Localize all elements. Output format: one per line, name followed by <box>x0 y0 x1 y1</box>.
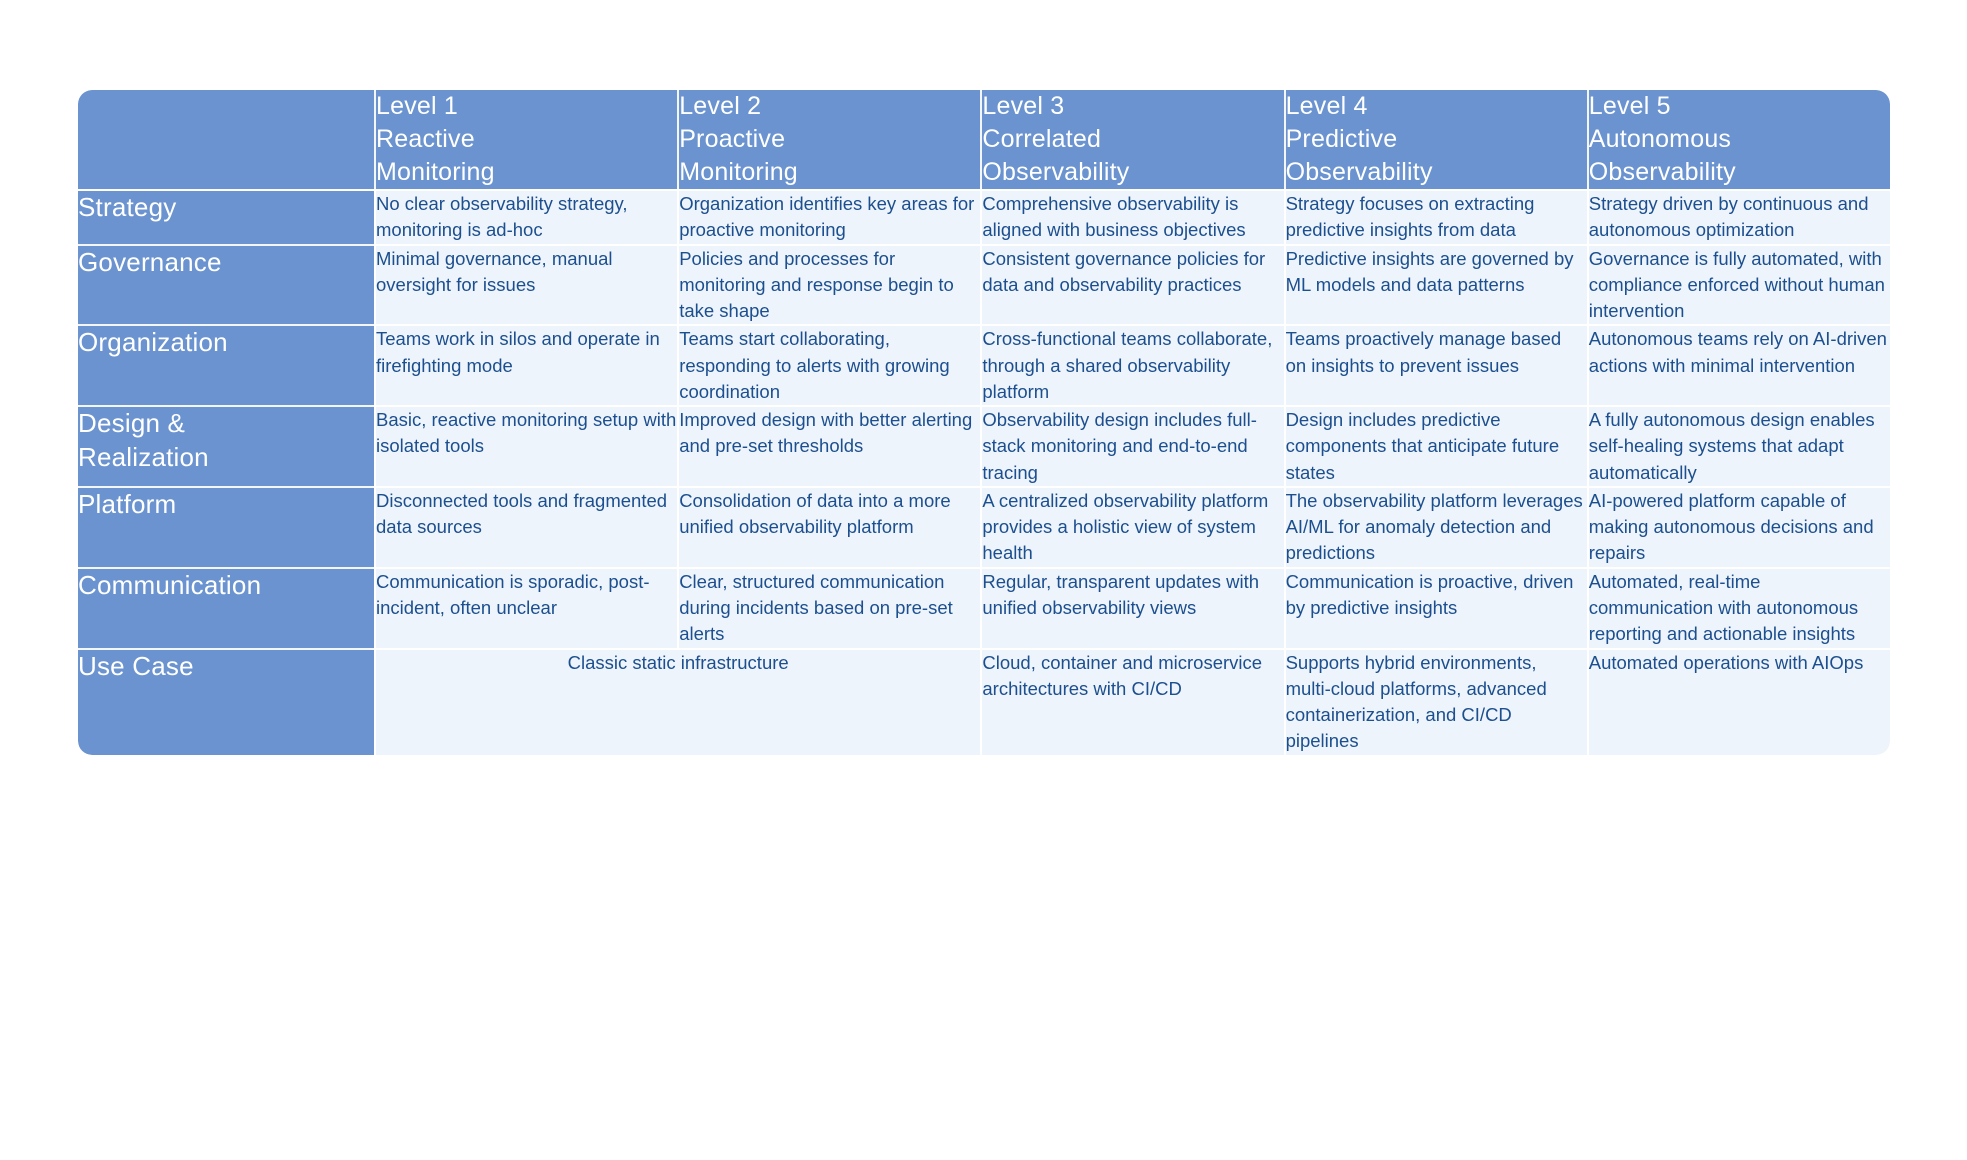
cell-text: No clear observability strategy, monitoring is ad-hoc <box>376 193 628 241</box>
column-header-level-1 <box>374 90 677 189</box>
cell-text: Supports hybrid environments, multi-cloud platforms, advanced containerization, and CI/CD pipelines <box>1285 651 1547 752</box>
cell-communication-level-4 <box>1284 567 1587 648</box>
cell-text: Consistent governance policies for data and observability practices <box>982 247 1266 295</box>
column-level-number: Level 1 <box>376 92 459 120</box>
cell-communication-level-5 <box>1587 567 1890 648</box>
cell-text: Basic, reactive monitoring setup with isolated tools <box>376 409 677 457</box>
cell-text: Policies and processes for monitoring and response begin to take shape <box>679 247 954 322</box>
cell-platform-level-5 <box>1587 486 1890 567</box>
cell-text: Clear, structured communication during incidents based on pre-set alerts <box>679 570 953 645</box>
row-label-organization: Organization <box>78 324 374 405</box>
cell-use-case-level-3 <box>980 648 1283 755</box>
cell-text: Teams proactively manage based on insights to prevent issues <box>1285 328 1562 376</box>
matrix-row-design-realization <box>78 405 1890 486</box>
column-level-number: Level 3 <box>982 92 1065 120</box>
cell-text: Comprehensive observability is aligned with business objectives <box>982 193 1246 241</box>
cell-communication-level-3 <box>980 567 1283 648</box>
cell-text: Organization identifies key areas for proactive monitoring <box>679 193 975 241</box>
column-level-name-line2: Monitoring <box>376 158 495 186</box>
matrix-row-strategy <box>78 189 1890 244</box>
maturity-matrix-wrapper <box>78 90 1890 755</box>
cell-text: Automated, real-time communication with autonomous reporting and actionable insights <box>1588 570 1859 645</box>
cell-strategy-level-3 <box>980 189 1283 244</box>
cell-text: Governance is fully automated, with compliance enforced without human intervention <box>1588 247 1885 322</box>
column-level-number: Level 4 <box>1285 92 1368 120</box>
cell-platform-level-3 <box>980 486 1283 567</box>
cell-text: AI-powered platform capable of making autonomous decisions and repairs <box>1588 489 1874 564</box>
row-label-use-case: Use Case <box>78 648 374 755</box>
matrix-row-use-case <box>78 648 1890 755</box>
column-header-level-4 <box>1284 90 1587 189</box>
cell-design-realization-level-1 <box>374 405 677 486</box>
cell-governance-level-2 <box>677 244 980 325</box>
cell-design-realization-level-4 <box>1284 405 1587 486</box>
matrix-row-governance <box>78 244 1890 325</box>
column-level-name-line2: Observability <box>1285 158 1433 186</box>
cell-governance-level-1 <box>374 244 677 325</box>
cell-text: Communication is proactive, driven by predictive insights <box>1285 570 1574 618</box>
column-level-name-line1: Reactive <box>376 125 475 153</box>
cell-use-case-level-4 <box>1284 648 1587 755</box>
column-level-name-line2: Observability <box>982 158 1130 186</box>
row-label-line2: Realization <box>78 441 209 472</box>
column-level-name-line2: Monitoring <box>679 158 798 186</box>
cell-text: Design includes predictive components that anticipate future states <box>1285 409 1560 483</box>
cell-organization-level-1 <box>374 324 677 405</box>
matrix-row-organization <box>78 324 1890 405</box>
cell-text: Cross-functional teams collaborate, through a shared observability platform <box>982 328 1273 402</box>
cell-design-realization-level-5 <box>1587 405 1890 486</box>
matrix-header-row <box>78 90 1890 189</box>
cell-design-realization-level-3 <box>980 405 1283 486</box>
cell-text: Improved design with better alerting and pre-set thresholds <box>679 409 973 457</box>
cell-text: Classic static infrastructure <box>567 651 789 673</box>
row-label-line1: Design & <box>78 408 186 439</box>
cell-strategy-level-4 <box>1284 189 1587 244</box>
observability-maturity-matrix <box>78 90 1890 755</box>
cell-text: Consolidation of data into a more unified observability platform <box>679 489 951 538</box>
column-level-name-line1: Proactive <box>679 125 786 153</box>
cell-organization-level-4 <box>1284 324 1587 405</box>
column-header-level-3 <box>980 90 1283 189</box>
cell-organization-level-2 <box>677 324 980 405</box>
cell-text: Regular, transparent updates with unified observability views <box>982 570 1260 618</box>
matrix-corner-cell <box>78 90 374 189</box>
row-label-governance: Governance <box>78 244 374 325</box>
column-header-level-5 <box>1587 90 1890 189</box>
cell-text: Strategy focuses on extracting predictive insights from data <box>1285 193 1535 241</box>
column-level-number: Level 5 <box>1588 92 1671 120</box>
cell-text: Disconnected tools and fragmented data sources <box>376 489 668 538</box>
cell-communication-level-2 <box>677 567 980 648</box>
cell-text: Autonomous teams rely on AI-driven actions with minimal intervention <box>1588 328 1887 376</box>
cell-text: Cloud, container and microservice architectures with CI/CD <box>982 651 1263 699</box>
column-level-name-line1: Predictive <box>1285 125 1398 153</box>
cell-text: A centralized observability platform provides a holistic view of system health <box>982 489 1269 564</box>
cell-design-realization-level-2 <box>677 405 980 486</box>
cell-text: Strategy driven by continuous and autonomous optimization <box>1588 193 1869 241</box>
row-label-strategy: Strategy <box>78 189 374 244</box>
cell-text: Communication is sporadic, post-incident, often unclear <box>376 570 650 618</box>
cell-platform-level-2 <box>677 486 980 567</box>
cell-strategy-level-1 <box>374 189 677 244</box>
cell-governance-level-3 <box>980 244 1283 325</box>
cell-governance-level-5 <box>1587 244 1890 325</box>
column-header-level-2 <box>677 90 980 189</box>
row-label-communication: Communication <box>78 567 374 648</box>
cell-use-case-level-1-2-merged <box>374 648 980 755</box>
cell-use-case-level-5 <box>1587 648 1890 755</box>
cell-text: Observability design includes full-stack monitoring and end-to-end tracing <box>982 409 1257 483</box>
matrix-row-platform <box>78 486 1890 567</box>
cell-governance-level-4 <box>1284 244 1587 325</box>
cell-text: Predictive insights are governed by ML models and data patterns <box>1285 247 1574 295</box>
cell-text: Teams start collaborating, responding to alerts with growing coordination <box>679 328 950 402</box>
matrix-row-communication <box>78 567 1890 648</box>
column-level-name-line2: Observability <box>1588 158 1736 186</box>
column-level-name-line1: Autonomous <box>1588 125 1732 153</box>
cell-organization-level-5 <box>1587 324 1890 405</box>
cell-platform-level-4 <box>1284 486 1587 567</box>
cell-text: Teams work in silos and operate in firefighting mode <box>376 328 660 376</box>
cell-strategy-level-2 <box>677 189 980 244</box>
row-label-design-realization <box>78 405 374 486</box>
column-level-name-line1: Correlated <box>982 125 1102 153</box>
cell-organization-level-3 <box>980 324 1283 405</box>
row-label-platform: Platform <box>78 486 374 567</box>
cell-platform-level-1 <box>374 486 677 567</box>
cell-text: Automated operations with AIOps <box>1588 651 1864 673</box>
cell-text: The observability platform leverages AI/ML for anomaly detection and predictions <box>1285 489 1583 564</box>
cell-strategy-level-5 <box>1587 189 1890 244</box>
cell-text: Minimal governance, manual oversight for issues <box>376 247 613 295</box>
cell-text: A fully autonomous design enables self-healing systems that adapt automatically <box>1588 409 1875 483</box>
cell-communication-level-1 <box>374 567 677 648</box>
column-level-number: Level 2 <box>679 92 762 120</box>
